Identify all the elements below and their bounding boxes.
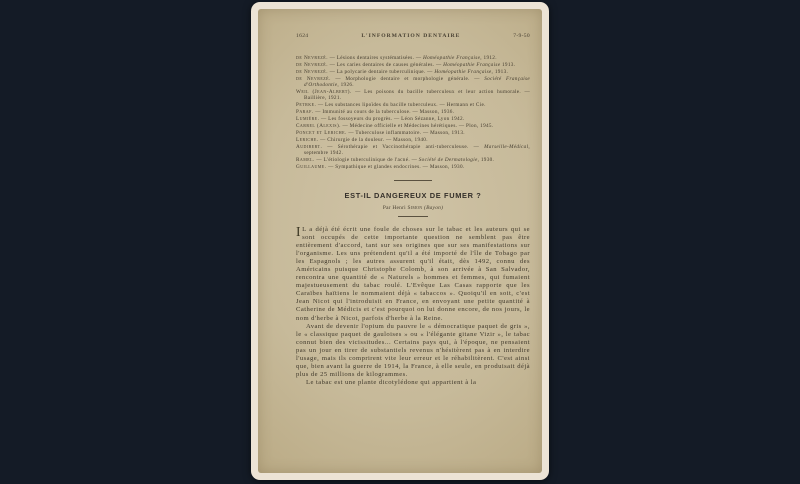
bibliography-entry	[296, 55, 530, 61]
entry-source: Homéopathie Française,	[423, 55, 482, 61]
bibliography-entry	[296, 109, 530, 115]
issue-date: 7-9-50	[513, 33, 530, 39]
section-divider	[394, 180, 432, 181]
entry-author: Ramel.	[296, 156, 315, 163]
entry-work: — Sérothérapie et Vaccinothérapie anti-tuberculeuse. —	[322, 143, 485, 150]
bibliography-list	[296, 55, 530, 170]
bibliography-entry	[296, 157, 530, 163]
entry-tail: 1913.	[493, 68, 509, 75]
journal-page	[258, 9, 542, 473]
bibliography-entry	[296, 130, 530, 136]
entry-author: Paraf.	[296, 109, 314, 116]
bibliography-entry	[296, 89, 530, 101]
entry-work: — L'étiologie tuberculinique de l'acné. —	[314, 156, 419, 163]
entry-work: — La polycarie dentaire tuberculinique. —	[327, 68, 435, 75]
entry-author: Leriche.	[296, 136, 319, 143]
entry-work: — Les poisons du bacille tuberculeux et leur action humorale. — Baillière, 1921.	[304, 88, 530, 102]
page-content	[258, 9, 542, 387]
entry-work: — Morphologie dentaire et morphologie générale. —	[330, 75, 485, 82]
bibliography-entry	[296, 123, 530, 129]
entry-author: Guillaume.	[296, 163, 327, 170]
entry-source: Société de Dermatologie,	[418, 156, 480, 163]
entry-author: de Nevrezé.	[296, 75, 331, 82]
entry-author: de Nevrezé.	[296, 61, 328, 68]
entry-tail: 1913.	[500, 61, 516, 68]
entry-work: — Tuberculose inflammatoire. — Masson, 1913.	[346, 129, 465, 136]
article-byline	[296, 205, 530, 211]
entry-source: Homéopathie Française,	[434, 68, 494, 75]
byline-divider	[398, 216, 428, 217]
bibliography-entry	[296, 144, 530, 156]
entry-tail: septembre 1942.	[304, 149, 344, 156]
entry-author: de Nevrezé.	[296, 68, 328, 75]
byline-note: (Bayon)	[422, 205, 444, 212]
article-body	[296, 226, 530, 387]
entry-work: — Médecine officielle et Médecines hérétiques. — Plon, 1945.	[340, 122, 494, 129]
drop-cap: I	[296, 224, 301, 240]
entry-tail: 1912.	[481, 55, 497, 61]
entry-author: Weil (Jean-Albert).	[296, 88, 352, 95]
bibliography-entry	[296, 116, 530, 122]
article-title: EST-IL DANGEREUX DE FUMER ?	[344, 191, 482, 201]
bibliography-entry	[296, 137, 530, 143]
entry-tail: 1930.	[479, 156, 495, 163]
bibliography-entry	[296, 102, 530, 108]
entry-work: — Sympathique et glandes endocrines. — Masson, 1930.	[326, 163, 465, 170]
entry-source: Homéopathie Française	[443, 61, 501, 68]
entry-work: — Immunité au cours de la tuberculose. — Masson, 1936.	[313, 109, 455, 116]
page-number: 1624	[296, 33, 309, 39]
byline-author: Simon	[407, 205, 423, 212]
entry-author: Petrke.	[296, 102, 317, 109]
entry-author: Carrel (Alexis).	[296, 122, 341, 129]
paragraph-3: Le tabac est une plante dicotylédone qui appartient à la	[306, 378, 477, 386]
entry-work: — Les substances lipoïdes du bacille tuberculeux. — Hermann et Cie.	[316, 102, 486, 109]
entry-work: — Les fossoyeurs du progrès. — Léon Sézanne, Lyon 1942.	[319, 115, 465, 122]
entry-author: de Nevrezé.	[296, 55, 328, 61]
byline-prefix: Par Henri	[382, 205, 408, 212]
entry-work: — Les caries dentaires de causes générales. —	[327, 61, 444, 68]
entry-author: Audibert.	[296, 143, 323, 150]
entry-author: Lumière.	[296, 115, 320, 122]
bibliography-entry	[296, 164, 530, 170]
running-header	[296, 33, 530, 39]
paragraph-1-text: L a déjà été écrit une foule de choses sur le tabac et les auteurs qui se sont occupés de cette importante question ne semblent pas être entièrement d'accord, tant sur ses origines que sur ses manifestations sur l'organisme. Les uns prétendent qu'il a été importé de l'île de Tobago par les Espagnols ; les autres assurent qu'il était, dès 1492, connu des Américains puisque Christophe Colomb, à son arrivée à San Salvador, rencontra une quantité de « Naturels » hommes et femmes, qui fumaient majestueusement du tabac roulé. L'Evêque Las Casas rapporte que les Caraïbes haïtiens le nommaient déjà « tabaccos ». Quoiqu'il en soit, c'est Jean Nicot qui l'introduisit en France, en envoyant une petite quantité à Catherine de Médicis et c'est pourquoi on lui donne encore, de nos jours, le nom d'herbe à Nicot, parfois d'herbe à la Reine.	[296, 226, 530, 322]
entry-author: Poncet et Leriche.	[296, 129, 347, 136]
document-photo	[251, 2, 549, 480]
paragraph-2: Avant de devenir l'opium du pauvre le « démocratique paquet de gris », le « classique paquet de gauloises » ou « l'élégante gitane Vizir », le tabac connut bien des vicissitudes... Certains pays qui, à l'époque, ne pensaient pas un jour en tirer de substantiels revenus n'hésitèrent pas à en interdire l'usage, mais ils comprirent vite leur erreur et le réhabilitèrent. C'est ainsi que, bien avant la guerre de 1914, la France, à elle seule, en produisait déjà plus de 25 millions de kilogrammes.	[296, 322, 530, 378]
entry-work: — Lésions dentaires systématisées. —	[327, 55, 424, 61]
entry-source: Société Française d'Orthodontie,	[304, 75, 530, 89]
entry-work: — Chirurgie de la douleur. — Masson, 1940.	[318, 136, 428, 143]
entry-tail: 1926.	[338, 82, 354, 89]
bibliography-entry	[296, 62, 530, 68]
bibliography-entry	[296, 69, 530, 75]
journal-title: L'INFORMATION DENTAIRE	[361, 33, 461, 39]
entry-source: Marseille-Médical,	[484, 143, 530, 150]
bibliography-entry	[296, 76, 530, 88]
paragraph-1	[296, 226, 530, 323]
